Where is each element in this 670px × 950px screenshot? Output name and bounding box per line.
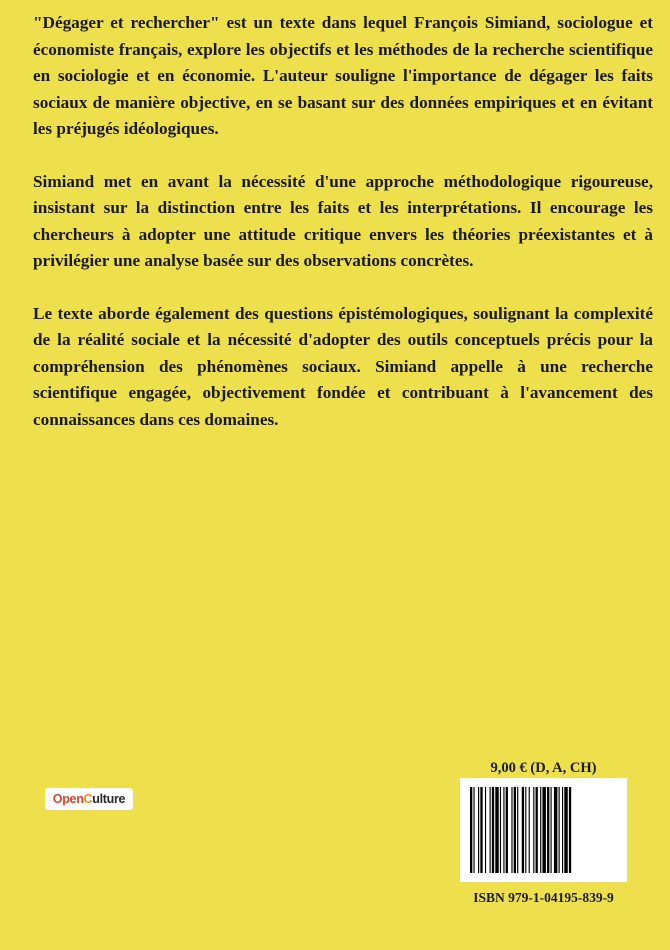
- blurb-paragraph-1: "Dégager et rechercher" est un texte dans lequel François Simiand, sociologue et économiste français, explore les objectifs et les méthodes de la recherche scientifique en sociologie et en économie. L'auteur souligne l'importance de dégager les faits sociaux de manière objective, en se basant sur des données empiriques et en évitant les préjugés idéologiques.: [33, 13, 653, 138]
- barcode-icon: [470, 787, 617, 873]
- publisher-logo: Open C ulture: [45, 788, 133, 810]
- blurb-paragraph-3: Le texte aborde également des questions épistémologiques, soulignant la complexité de la réalité sociale et la nécessité d'adopter des outils conceptuels précis pour la compréhension des phénomènes sociaux. Simiand appelle à une recherche scientifique engagée, objectivement fondée et contribuant à l'avancement des connaissances dans ces domaines.: [33, 303, 653, 429]
- price-label: 9,00 € (D, A, CH): [490, 760, 597, 776]
- isbn-label: ISBN 979-1-04195-839-9: [473, 890, 614, 905]
- blurb-paragraph-2: Simiand met en avant la nécessité d'une approche méthodologique rigoureuse, insistant sur la distinction entre les faits et les interprétations. Il encourage les chercheurs à adopter une attitude critique envers les théories préexistantes et à privilégier une analyse basée sur des observations concrètes.: [33, 171, 653, 270]
- barcode: [460, 778, 627, 882]
- blurb-text: [33, 10, 653, 459]
